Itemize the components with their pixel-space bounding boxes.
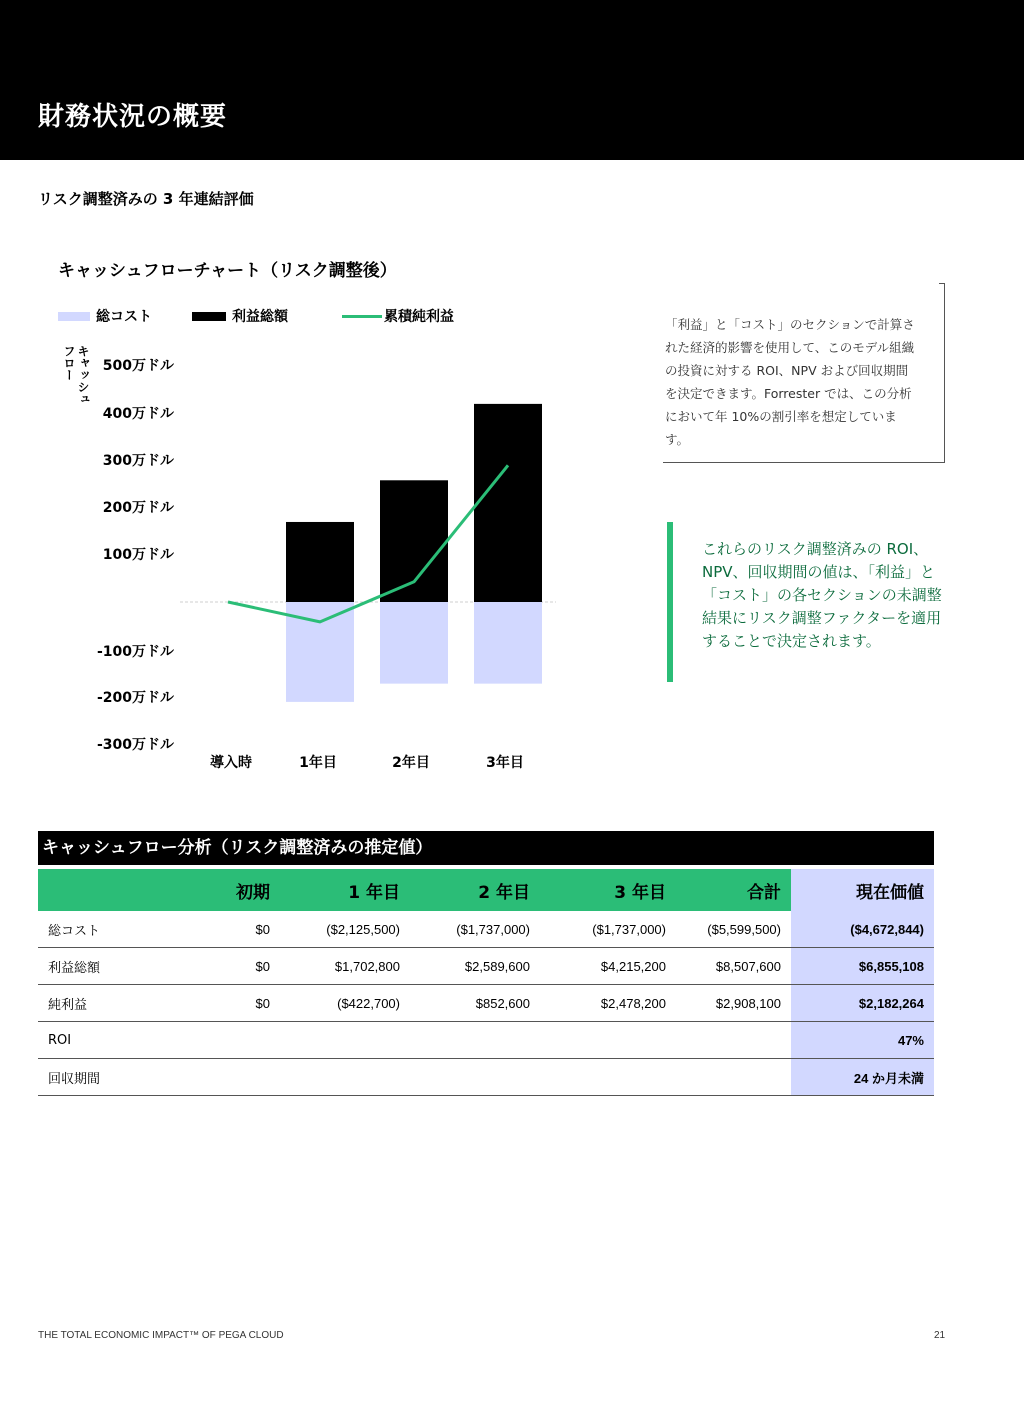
table-cell: ($422,700): [280, 985, 410, 1022]
cash-flow-table: [38, 869, 934, 1096]
cost-bar: [380, 602, 448, 684]
table-cell: [280, 1022, 410, 1059]
header-cell: [38, 869, 150, 911]
table-cell: $0: [150, 948, 280, 985]
y-tick-label: 200万ドル: [102, 500, 174, 516]
table-cell: $852,600: [410, 985, 540, 1022]
present-value-cell: ($4,672,844): [791, 911, 934, 948]
note-text: 「利益」と「コスト」のセクションで計算された経済的影響を使用して、このモデル組織の投資に対する ROI、NPV および回収期間を決定できます。Forrester では、この分析において年 10%の割引率を想定しています。: [665, 317, 915, 447]
header-cell: 2 年目: [410, 869, 540, 911]
chart-title: キャッシュフローチャート（リスク調整後）: [58, 261, 397, 281]
table-cell: [150, 1059, 280, 1096]
y-tick-label: -300万ドル: [96, 737, 174, 753]
table-cell: [410, 1022, 540, 1059]
callout-text: これらのリスク調整済みの ROI、NPV、回収期間の値は、「利益」と「コスト」の各セクションの未調整結果にリスク調整ファクターを適用することで決定されます。: [702, 540, 942, 650]
table-cell: $2,908,100: [676, 985, 791, 1022]
legend-label-net: 累積純利益: [384, 309, 454, 325]
header-cell: 初期: [150, 869, 280, 911]
benefit-bar: [286, 522, 354, 602]
table-cell: $1,702,800: [280, 948, 410, 985]
present-value-cell: $2,182,264: [791, 985, 934, 1022]
table-row: [38, 985, 934, 1022]
header-cell: 1 年目: [280, 869, 410, 911]
header-cell: 3 年目: [540, 869, 676, 911]
table-row: [38, 1059, 934, 1096]
y-axis-label-line-2: フロー: [62, 345, 76, 381]
row-label: 総コスト: [38, 911, 150, 948]
table-cell: $2,478,200: [540, 985, 676, 1022]
table-cell: $0: [150, 911, 280, 948]
legend-label-benefit: 利益総額: [232, 309, 288, 325]
present-value-cell: 24 か月未満: [791, 1059, 934, 1096]
callout-bar: [667, 522, 673, 682]
y-tick-label: 400万ドル: [102, 406, 174, 422]
table-row: [38, 948, 934, 985]
page-title: 財務状況の概要: [38, 102, 228, 132]
benefit-bar: [380, 480, 448, 602]
table-cell: $2,589,600: [410, 948, 540, 985]
x-tick-label: 3年目: [486, 755, 524, 771]
present-value-cell: 47%: [791, 1022, 934, 1059]
table-cell: $8,507,600: [676, 948, 791, 985]
cost-bar: [474, 602, 542, 684]
table-cell: ($1,737,000): [410, 911, 540, 948]
legend-label-cost: 総コスト: [96, 309, 152, 325]
table-cell: [150, 1022, 280, 1059]
y-tick-label: -200万ドル: [96, 690, 174, 706]
table-cell: ($2,125,500): [280, 911, 410, 948]
table-title: キャッシュフロー分析（リスク調整済みの推定値）: [38, 831, 934, 865]
table-row: [38, 911, 934, 948]
row-label: 回収期間: [38, 1059, 150, 1096]
row-label: 利益総額: [38, 948, 150, 985]
y-axis-label-line-1: キャッシュ: [76, 345, 90, 405]
y-tick-label: 500万ドル: [102, 358, 174, 374]
table-cell: $0: [150, 985, 280, 1022]
page-number: 21: [934, 1330, 946, 1341]
table-cell: [676, 1022, 791, 1059]
note-box: [663, 283, 945, 463]
cash-flow-table-section: [38, 831, 934, 1096]
cumulative-net-line: [228, 465, 508, 622]
row-label: ROI: [38, 1022, 150, 1059]
table-cell: [540, 1022, 676, 1059]
x-tick-label: 2年目: [392, 755, 430, 771]
table-header-row: [38, 869, 934, 911]
table-cell: [410, 1059, 540, 1096]
x-tick-label: 1年目: [299, 755, 337, 771]
y-tick-label: -100万ドル: [96, 644, 174, 660]
x-tick-label: 導入時: [210, 755, 252, 771]
header-cell-present-value: 現在価値: [791, 869, 934, 911]
table-cell: $4,215,200: [540, 948, 676, 985]
table-cell: ($1,737,000): [540, 911, 676, 948]
table-cell: [280, 1059, 410, 1096]
benefit-bar: [474, 404, 542, 602]
row-label: 純利益: [38, 985, 150, 1022]
section-subtitle: リスク調整済みの 3 年連結評価: [38, 190, 254, 208]
header-cell: 合計: [676, 869, 791, 911]
table-cell: ($5,599,500): [676, 911, 791, 948]
table-row: [38, 1022, 934, 1059]
present-value-cell: $6,855,108: [791, 948, 934, 985]
y-tick-label: 300万ドル: [102, 453, 174, 469]
table-cell: [676, 1059, 791, 1096]
footer-text: THE TOTAL ECONOMIC IMPACT™ OF PEGA CLOUD: [38, 1330, 284, 1341]
y-tick-label: 100万ドル: [102, 547, 174, 563]
table-cell: [540, 1059, 676, 1096]
